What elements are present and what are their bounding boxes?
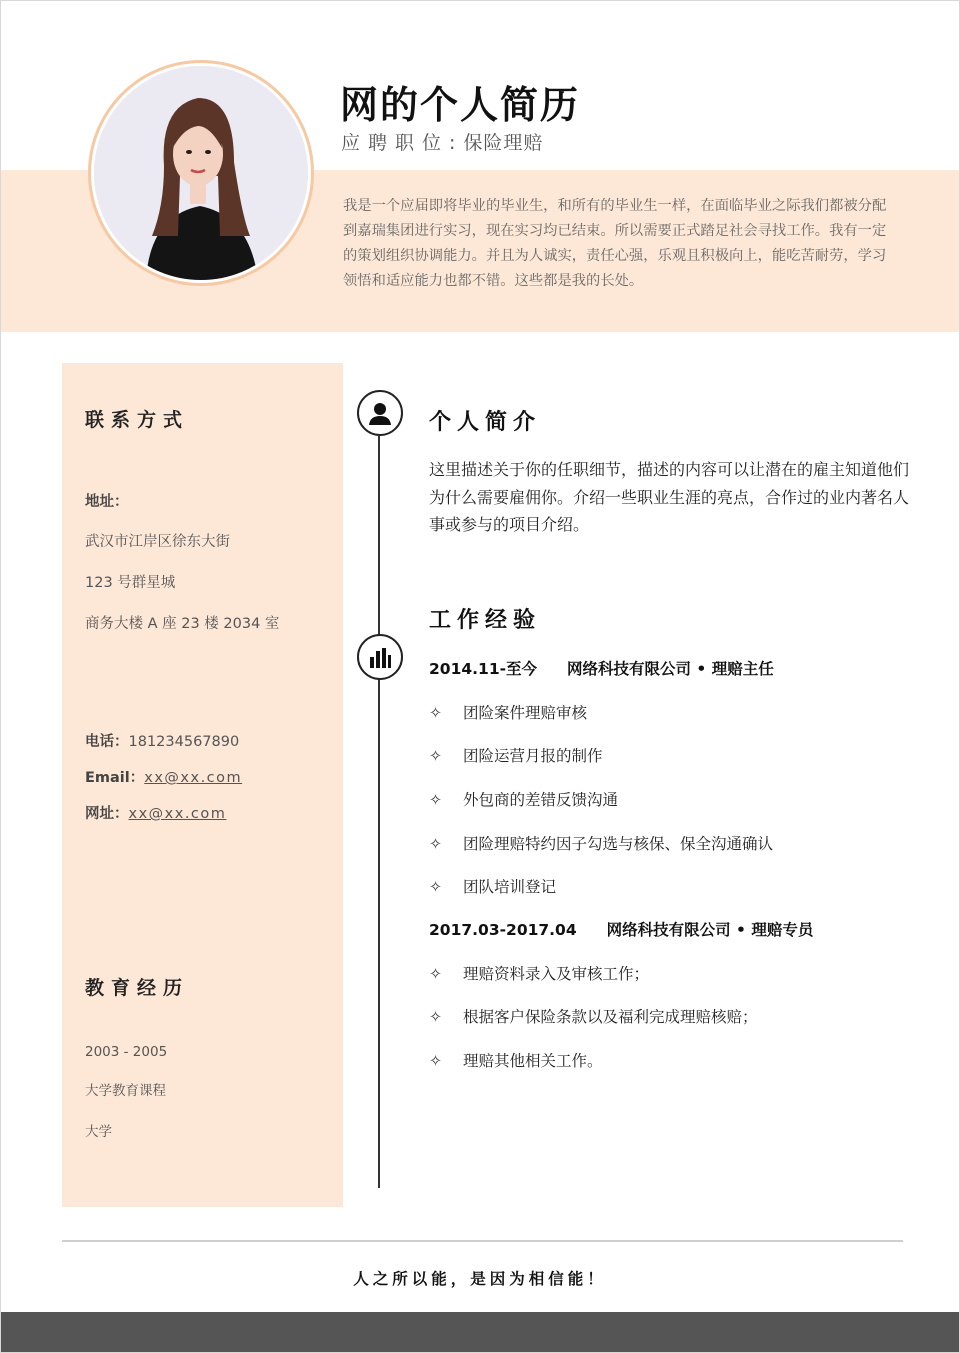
job-position-label: 应聘职位: bbox=[341, 132, 464, 154]
experience-heading: 工作经验 bbox=[429, 608, 542, 633]
job-position-value: 保险理赔 bbox=[463, 132, 544, 154]
diamond-bullet-icon: ✧ bbox=[429, 878, 442, 896]
education-course: 大学教育课程 bbox=[85, 1083, 166, 1099]
education-period: 2003 - 2005 bbox=[85, 1044, 168, 1060]
education-school: 大学 bbox=[85, 1124, 112, 1140]
profile-heading: 个人简介 bbox=[429, 410, 542, 435]
diamond-bullet-icon: ✧ bbox=[429, 835, 442, 853]
job-1-duty: ✧ 团险理赔特约因子勾选与核保、保全沟通确认 bbox=[429, 835, 774, 853]
job-2-duty: ✧ 理赔其他相关工作。 bbox=[429, 1052, 603, 1070]
job-position bbox=[341, 128, 543, 155]
contact-heading: 联系方式 bbox=[85, 409, 190, 431]
avatar bbox=[94, 66, 308, 280]
diamond-bullet-icon: ✧ bbox=[429, 1052, 442, 1070]
diamond-bullet-icon: ✧ bbox=[429, 791, 442, 809]
job-1-duty: ✧ 团队培训登记 bbox=[429, 878, 557, 896]
portrait-illustration bbox=[94, 66, 308, 280]
address-line-1: 武汉市江岸区徐东大街 bbox=[85, 534, 230, 550]
diamond-bullet-icon: ✧ bbox=[429, 704, 442, 722]
education-heading: 教育经历 bbox=[85, 977, 190, 999]
website: 网址：xx@xx.com bbox=[85, 806, 227, 822]
timeline bbox=[378, 436, 380, 1188]
diamond-bullet-icon: ✧ bbox=[429, 1008, 442, 1026]
job-1-duty: ✧ 团险案件理赔审核 bbox=[429, 704, 588, 722]
footer-motto: 人之所以能，是因为相信能！ bbox=[353, 1270, 607, 1288]
page-title: 网的个人简历 bbox=[340, 83, 581, 127]
job-2-duty: ✧ 根据客户保险条款以及福利完成理赔核赔； bbox=[429, 1008, 758, 1026]
email-link[interactable]: xx@xx.com bbox=[144, 770, 243, 786]
job-2-header: 2017.03-2017.04 网络科技有限公司 • 理赔专员 bbox=[429, 921, 814, 939]
bar-chart-icon bbox=[357, 634, 403, 680]
phone: 电话：181234567890 bbox=[85, 734, 240, 750]
email: Email：xx@xx.com bbox=[85, 770, 243, 786]
footer-divider bbox=[62, 1240, 903, 1242]
address-line-3: 商务大楼 A 座 23 楼 2034 室 bbox=[85, 616, 280, 632]
self-introduction: 我是一个应届即将毕业的毕业生，和所有的毕业生一样，在面临毕业之际我们都被分配到嘉瑞集团进行实习，现在实习均已结束。所以需要正式踏足社会寻找工作。我有一定的策划组织协调能力。并且为人诚实，责任心强，乐观且积极向上，能吃苦耐劳，学习领悟和适应能力也都不错。这些都是我的长处。 bbox=[343, 198, 887, 289]
person-icon bbox=[357, 390, 403, 436]
job-1-header: 2014.11-至今 网络科技有限公司 • 理赔主任 bbox=[429, 660, 774, 678]
diamond-bullet-icon: ✧ bbox=[429, 747, 442, 765]
job-1-duty: ✧ 团险运营月报的制作 bbox=[429, 747, 603, 765]
address-line-2: 123 号群星城 bbox=[85, 575, 176, 591]
address-label: 地址： bbox=[85, 494, 129, 510]
job-2-duty: ✧ 理赔资料录入及审核工作； bbox=[429, 965, 650, 983]
diamond-bullet-icon: ✧ bbox=[429, 965, 442, 983]
website-link[interactable]: xx@xx.com bbox=[128, 806, 227, 822]
profile-text: 这里描述关于你的任职细节，描述的内容可以让潜在的雇主知道他们为什么需要雇佣你。介绍一些职业生涯的亮点，合作过的业内著名人事或参与的项目介绍。 bbox=[429, 460, 910, 534]
job-1-duty: ✧ 外包商的差错反馈沟通 bbox=[429, 791, 619, 809]
footer-bar bbox=[0, 1312, 960, 1353]
